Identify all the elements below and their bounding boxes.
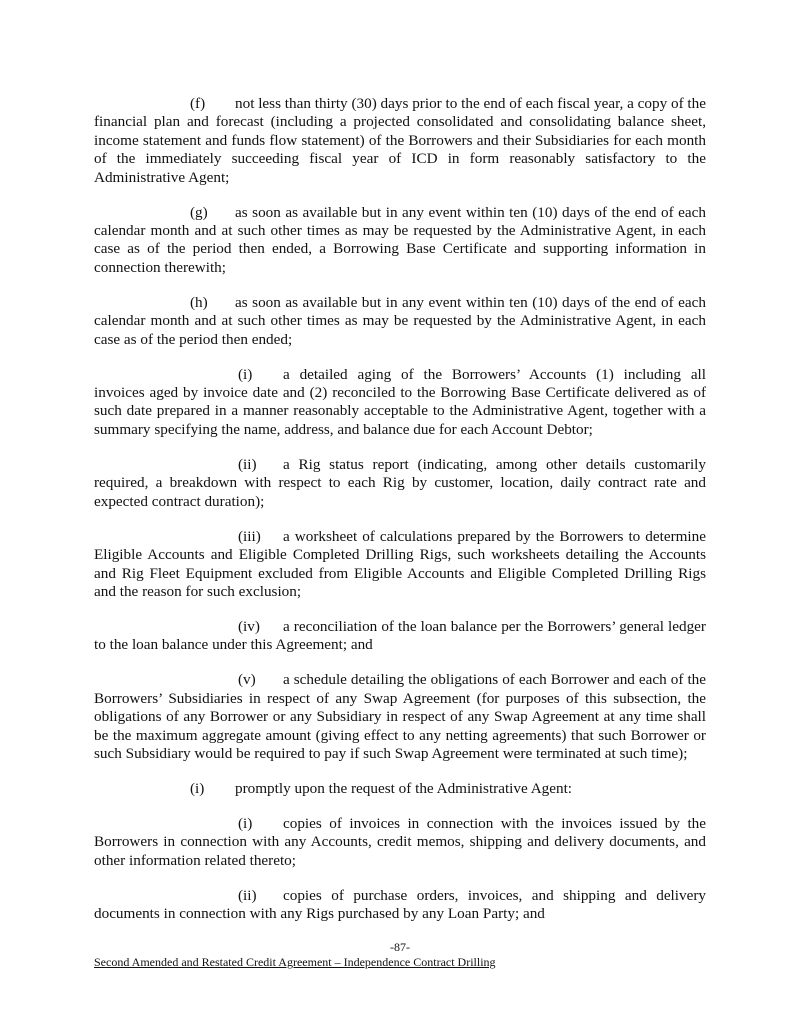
subitem-label: (iv) (238, 617, 260, 635)
subitem-label: (i) (238, 365, 253, 383)
subitem-label: (v) (238, 671, 256, 689)
paragraph-h-iv (94, 618, 706, 655)
subitem-text: copies of invoices in connection with the invoices issued by the Borrowers in connection with any Accounts, credit memos, shipping and delivery documents, and other information related thereto; (94, 814, 706, 869)
paragraph-h-ii (94, 456, 706, 511)
item-text: not less than thirty (30) days prior to the end of each fiscal year, a copy of the financial plan and forecast (including a projected consolidated and consolidating balance sheet, income statement and funds flow statement) of the Borrowers and their Subsidiaries for each month of the immediately succeeding fiscal year of ICD in form reasonably satisfactory to the Administrative Agent; (94, 95, 706, 186)
subitem-text: a schedule detailing the obligations of each Borrower and each of the Borrowers’ Subsidiaries in respect of any Swap Agreement (for purposes of this subsection, the obligations of any Borrower or any Subsidiary in respect of any Swap Agreement at any time shall be the maximum aggregate amount (giving effect to any netting agreements) that such Borrower or such Subsidiary would be required to pay if such Swap Agreement were terminated at such time); (94, 671, 706, 762)
subitem-text: copies of purchase orders, invoices, and shipping and delivery documents in connection with any Rigs purchased by any Loan Party; and (94, 886, 706, 923)
document-body (94, 95, 706, 940)
subitem-text: a reconciliation of the loan balance per the Borrowers’ general ledger to the loan balance under this Agreement; and (94, 617, 706, 654)
item-text: as soon as available but in any event within ten (10) days of the end of each calendar month and at such other times as may be requested by the Administrative Agent, in each case as of the period then ended; (94, 293, 706, 348)
subitem-label: (ii) (238, 455, 257, 473)
subitem-text: a worksheet of calculations prepared by the Borrowers to determine Eligible Accounts and Eligible Completed Drilling Rigs, such worksheets detailing the Accounts and Rig Fleet Equipment excluded from Eligible Accounts and Eligible Completed Drilling Rigs and the reason for such exclusion; (94, 527, 706, 600)
paragraph-h-v (94, 671, 706, 763)
subitem-label: (iii) (238, 527, 261, 545)
paragraph-i-ii (94, 887, 706, 924)
paragraph-g (94, 204, 706, 278)
item-label: (f) (190, 95, 206, 112)
item-label: (g) (190, 203, 208, 221)
item-label: (i) (190, 779, 205, 797)
subitem-label: (ii) (238, 886, 257, 904)
item-text: as soon as available but in any event within ten (10) days of the end of each calendar month and at such other times as may be requested by the Administrative Agent, in each case as of the period then ended, a Borrowing Base Certificate and supporting information in connection therewith; (94, 203, 706, 276)
paragraph-i (94, 780, 706, 798)
item-text: promptly upon the request of the Administrative Agent: (235, 779, 573, 797)
subitem-text: a Rig status report (indicating, among other details customarily required, a breakdown with respect to each Rig by customer, location, daily contract rate and expected contract duration); (94, 455, 706, 510)
paragraph-h-iii (94, 528, 706, 602)
paragraph-h (94, 294, 706, 349)
subitem-label: (i) (238, 814, 253, 832)
paragraph-h-i (94, 366, 706, 440)
subitem-text: a detailed aging of the Borrowers’ Accounts (1) including all invoices aged by invoice date and (2) reconciled to the Borrowing Base Certificate delivered as of such date prepared in a manner reasonably acceptable to the Administrative Agent, together with a summary specifying the name, address, and balance due for each Account Debtor; (94, 365, 706, 438)
paragraph-f (94, 95, 706, 187)
page-number: -87- (390, 940, 410, 954)
document-title-footer: Second Amended and Restated Credit Agreement – Independence Contract Drilling (94, 955, 496, 969)
item-label: (h) (190, 293, 208, 311)
paragraph-i-i (94, 815, 706, 870)
